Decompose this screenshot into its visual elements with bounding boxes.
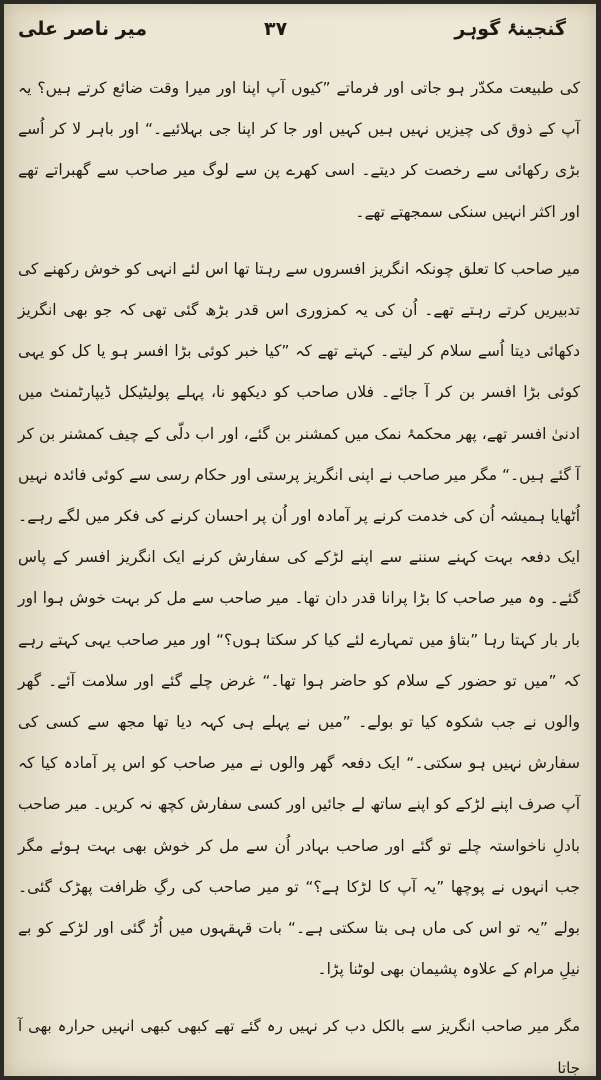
paragraph-2: میر صاحب کا تعلق چونکہ انگریز افسروں سے رہتا تھا اس لئے انہی کو خوش رکھنے کی تدبیریں کرتے رہتے تھے۔ اُن کی یہ کمزوری اس قدر بڑھ گئی تھی کہ جو بھی انگریز دکھائی دیتا اُسے سلام کر لیتے۔ کہتے تھے کہ ”کیا خبر کوئی بڑا افسر ہو یا کل کو یہی کوئی بڑا افسر بن کر آ جائے۔ فلاں صاحب کو دیکھو نا، پہلے پولیٹیکل ڈیپارٹمنٹ میں ادنیٰ افسر تھے، پھر محکمۂ نمک میں کمشنر بن گئے، اور اب دلّی کے چیف کمشنر بن کر آ گئے ہیں۔“ مگر میر صاحب نے اپنی انگریز پرستی اور حکام رسی سے کوئی فائدہ نہیں اُٹھایا ہمیشہ اُن کی خدمت کرنے پر آمادہ اور اُن پر احسان کرنے کی فکر میں لگے رہے۔ ایک دفعہ بہت کہنے سننے سے اپنے لڑکے کی سفارش کرنے ایک انگریز افسر کے پاس گئے۔ وہ میر صاحب کا بڑا پرانا قدر دان تھا۔ میر صاحب سے مل کر بہت خوش ہوا اور بار بار کہتا رہا ”بتاؤ میں تمہارے لئے کیا کر سکتا ہوں؟“ اور میر صاحب یہی کہتے رہے کہ ”میں تو حضور کے سلام کو حاضر ہوا تھا۔“ غرض چلے گئے اور سلامت آئے۔ گھر والوں نے جب شکوہ کیا تو بولے۔ ”میں نے پہلے ہی کہہ دیا تھا مجھ سے کسی کی سفارش نہیں ہو سکتی۔“ ایک دفعہ گھر والوں نے میر صاحب کو اس پر آمادہ کیا کہ آپ صرف اپنے لڑکے کو اپنے ساتھ لے جائیں اور کسی سفارش کچھ نہ کریں۔ میر صاحب بادلِ ناخواستہ چلے تو گئے اور صاحب بہادر اُن سے مل کر خوش بھی بہت ہوئے مگر جب انہوں نے پوچھا ”یہ آپ کا لڑکا ہے؟“ تو میر صاحب کی رگِ ظرافت پھڑک گئی۔ بولے ”یہ تو اس کی ماں ہی بتا سکتی ہے۔“ بات قہقہوں میں اُڑ گئی اور لڑکے کو بے نیلِ مرام کے علاوہ پشیمان بھی لوٹنا پڑا۔ <box>18 259 580 979</box>
paragraph-spacer <box>18 233 580 249</box>
paragraph-1: کی طبیعت مکدّر ہو جاتی اور فرماتے ”کیوں آپ اپنا اور میرا وقت ضائع کرتے ہیں؟ یہ آپ کے ذوق کی چیزیں نہیں ہیں کہیں اور جا کر اپنا جی بہلائیے۔“ اور باہر لا کر اُسے بڑی رکھائی سے رخصت کر دیتے۔ اسی کھرے پن سے لوگ میر صاحب سے گھبراتے تھے اور اکثر انہیں سنکی سمجھتے تھے۔ <box>18 79 580 221</box>
author-name: میر ناصر علی <box>18 18 147 40</box>
page-header <box>4 18 596 54</box>
book-title: گنجینۂ گوہر <box>454 18 566 40</box>
paragraph-spacer <box>18 990 580 1006</box>
page-number: ۳۷ <box>264 18 288 40</box>
paragraph-3: مگر میر صاحب انگریز سے بالکل دب کر نہیں رہ گئے تھے کبھی کبھی انہیں حرارہ بھی آ جاتا <box>18 1017 580 1076</box>
book-page <box>4 4 596 1076</box>
page-body <box>18 68 580 1076</box>
